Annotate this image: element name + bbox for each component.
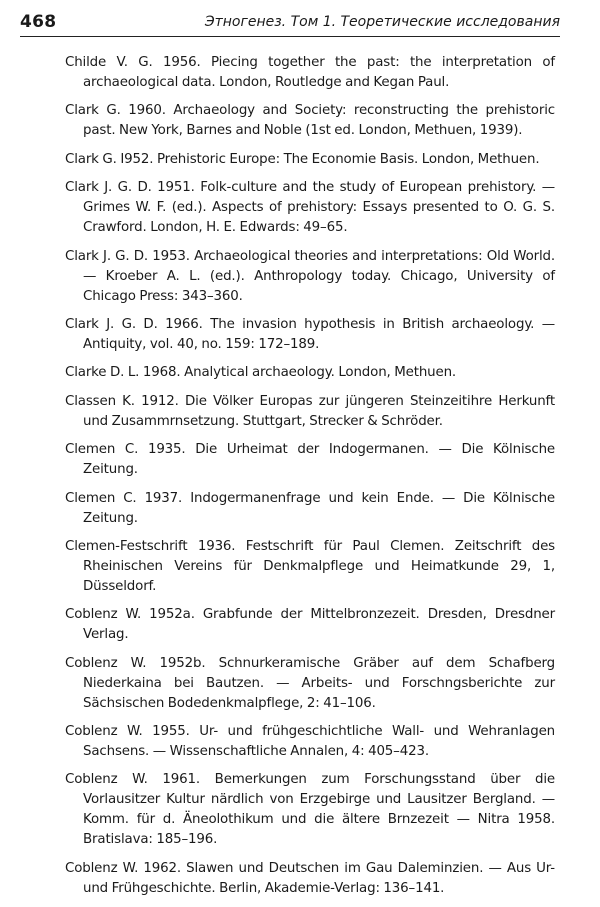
page-number: 468 xyxy=(20,12,57,32)
reference-entry: Clark G. I952. Prehistoric Europe: The Economie Basis. London, Methuen. xyxy=(65,151,540,167)
reference-entry: Clemen C. 1937. Indogermanenfrage und kein Ende. — Die Kölnische Zeitung. xyxy=(65,490,555,526)
reference-entry: Clark J. G. D. 1953. Archaeological theories and interpretations: Old World. — Kroeber A. L. (ed.). Anthropology today. Chicago, University of Chicago Press: 343–360. xyxy=(65,248,555,304)
reference-entry: Coblenz W. 1955. Ur- und frühgeschichtliche Wall- und Wehranlagen Sachsens. — Wissenschaftliche Annalen, 4: 405–423. xyxy=(65,724,555,760)
reference-list xyxy=(65,53,555,907)
reference-entry: Coblenz W. 1961. Bemerkungen zum Forschungsstand über die Vorlausitzer Kultur närdlich von Erzgebirge und Lausitzer Bergland. — Komm. für d. Äneolothikum und die ältere Brnzezeit — Nitra 1958. Bratislava: 185–196. xyxy=(65,772,555,848)
reference-entry: Clark J. G. D. 1966. The invasion hypothesis in British archaeology. — Antiquity, vol. 40, no. 159: 172–189. xyxy=(65,316,555,352)
page-header xyxy=(20,10,560,37)
reference-entry: Coblenz W. 1962. Slawen und Deutschen im Gau Daleminzien. — Aus Ur- und Frühgeschichte. Berlin, Akademie-Verlag: 136–141. xyxy=(65,860,555,896)
reference-entry: Coblenz W. 1952a. Grabfunde der Mittelbronzezeit. Dresden, Dresdner Verlag. xyxy=(65,607,555,643)
reference-entry: Clemen C. 1935. Die Urheimat der Indogermanen. — Die Kölnische Zeitung. xyxy=(65,442,555,478)
reference-entry: Clark G. 1960. Archaeology and Society: reconstructing the prehistoric past. New York, Barnes and Noble (1st ed. London, Methuen, 1939). xyxy=(65,103,555,139)
reference-entry: Classen K. 1912. Die Völker Europas zur jüngeren Steinzeitihre Herkunft und Zusammrnsetzung. Stuttgart, Strecker & Schröder. xyxy=(65,393,555,429)
reference-entry: Clarke D. L. 1968. Analytical archaeology. London, Methuen. xyxy=(65,365,457,381)
reference-entry: Childe V. G. 1956. Piecing together the past: the interpretation of archaeological data. London, Routledge and Kegan Paul. xyxy=(65,55,555,90)
reference-entry: Coblenz W. 1952b. Schnurkeramische Gräber auf dem Schafberg Niederkaina bei Bautzen. — Arbeits- und Forschngsberichte zur Sächsischen Bodedenkmalpflege, 2: 41–106. xyxy=(65,655,555,711)
reference-entry: Clark J. G. D. 1951. Folk-culture and the study of European prehistory. — Grimes W. F. (ed.). Aspects of prehistory: Essays presented to O. G. S. Crawford. London, H. E. Edwards: 49–65. xyxy=(65,180,555,236)
reference-entry: Clemen-Festschrift 1936. Festschrift für Paul Clemen. Zeitschrift des Rheinischen Vereins für Denkmalpflege und Heimatkunde 29, 1, Düsseldorf. xyxy=(65,538,555,594)
running-title: Этногенез. Том 1. Теоретические исследования xyxy=(204,14,560,30)
